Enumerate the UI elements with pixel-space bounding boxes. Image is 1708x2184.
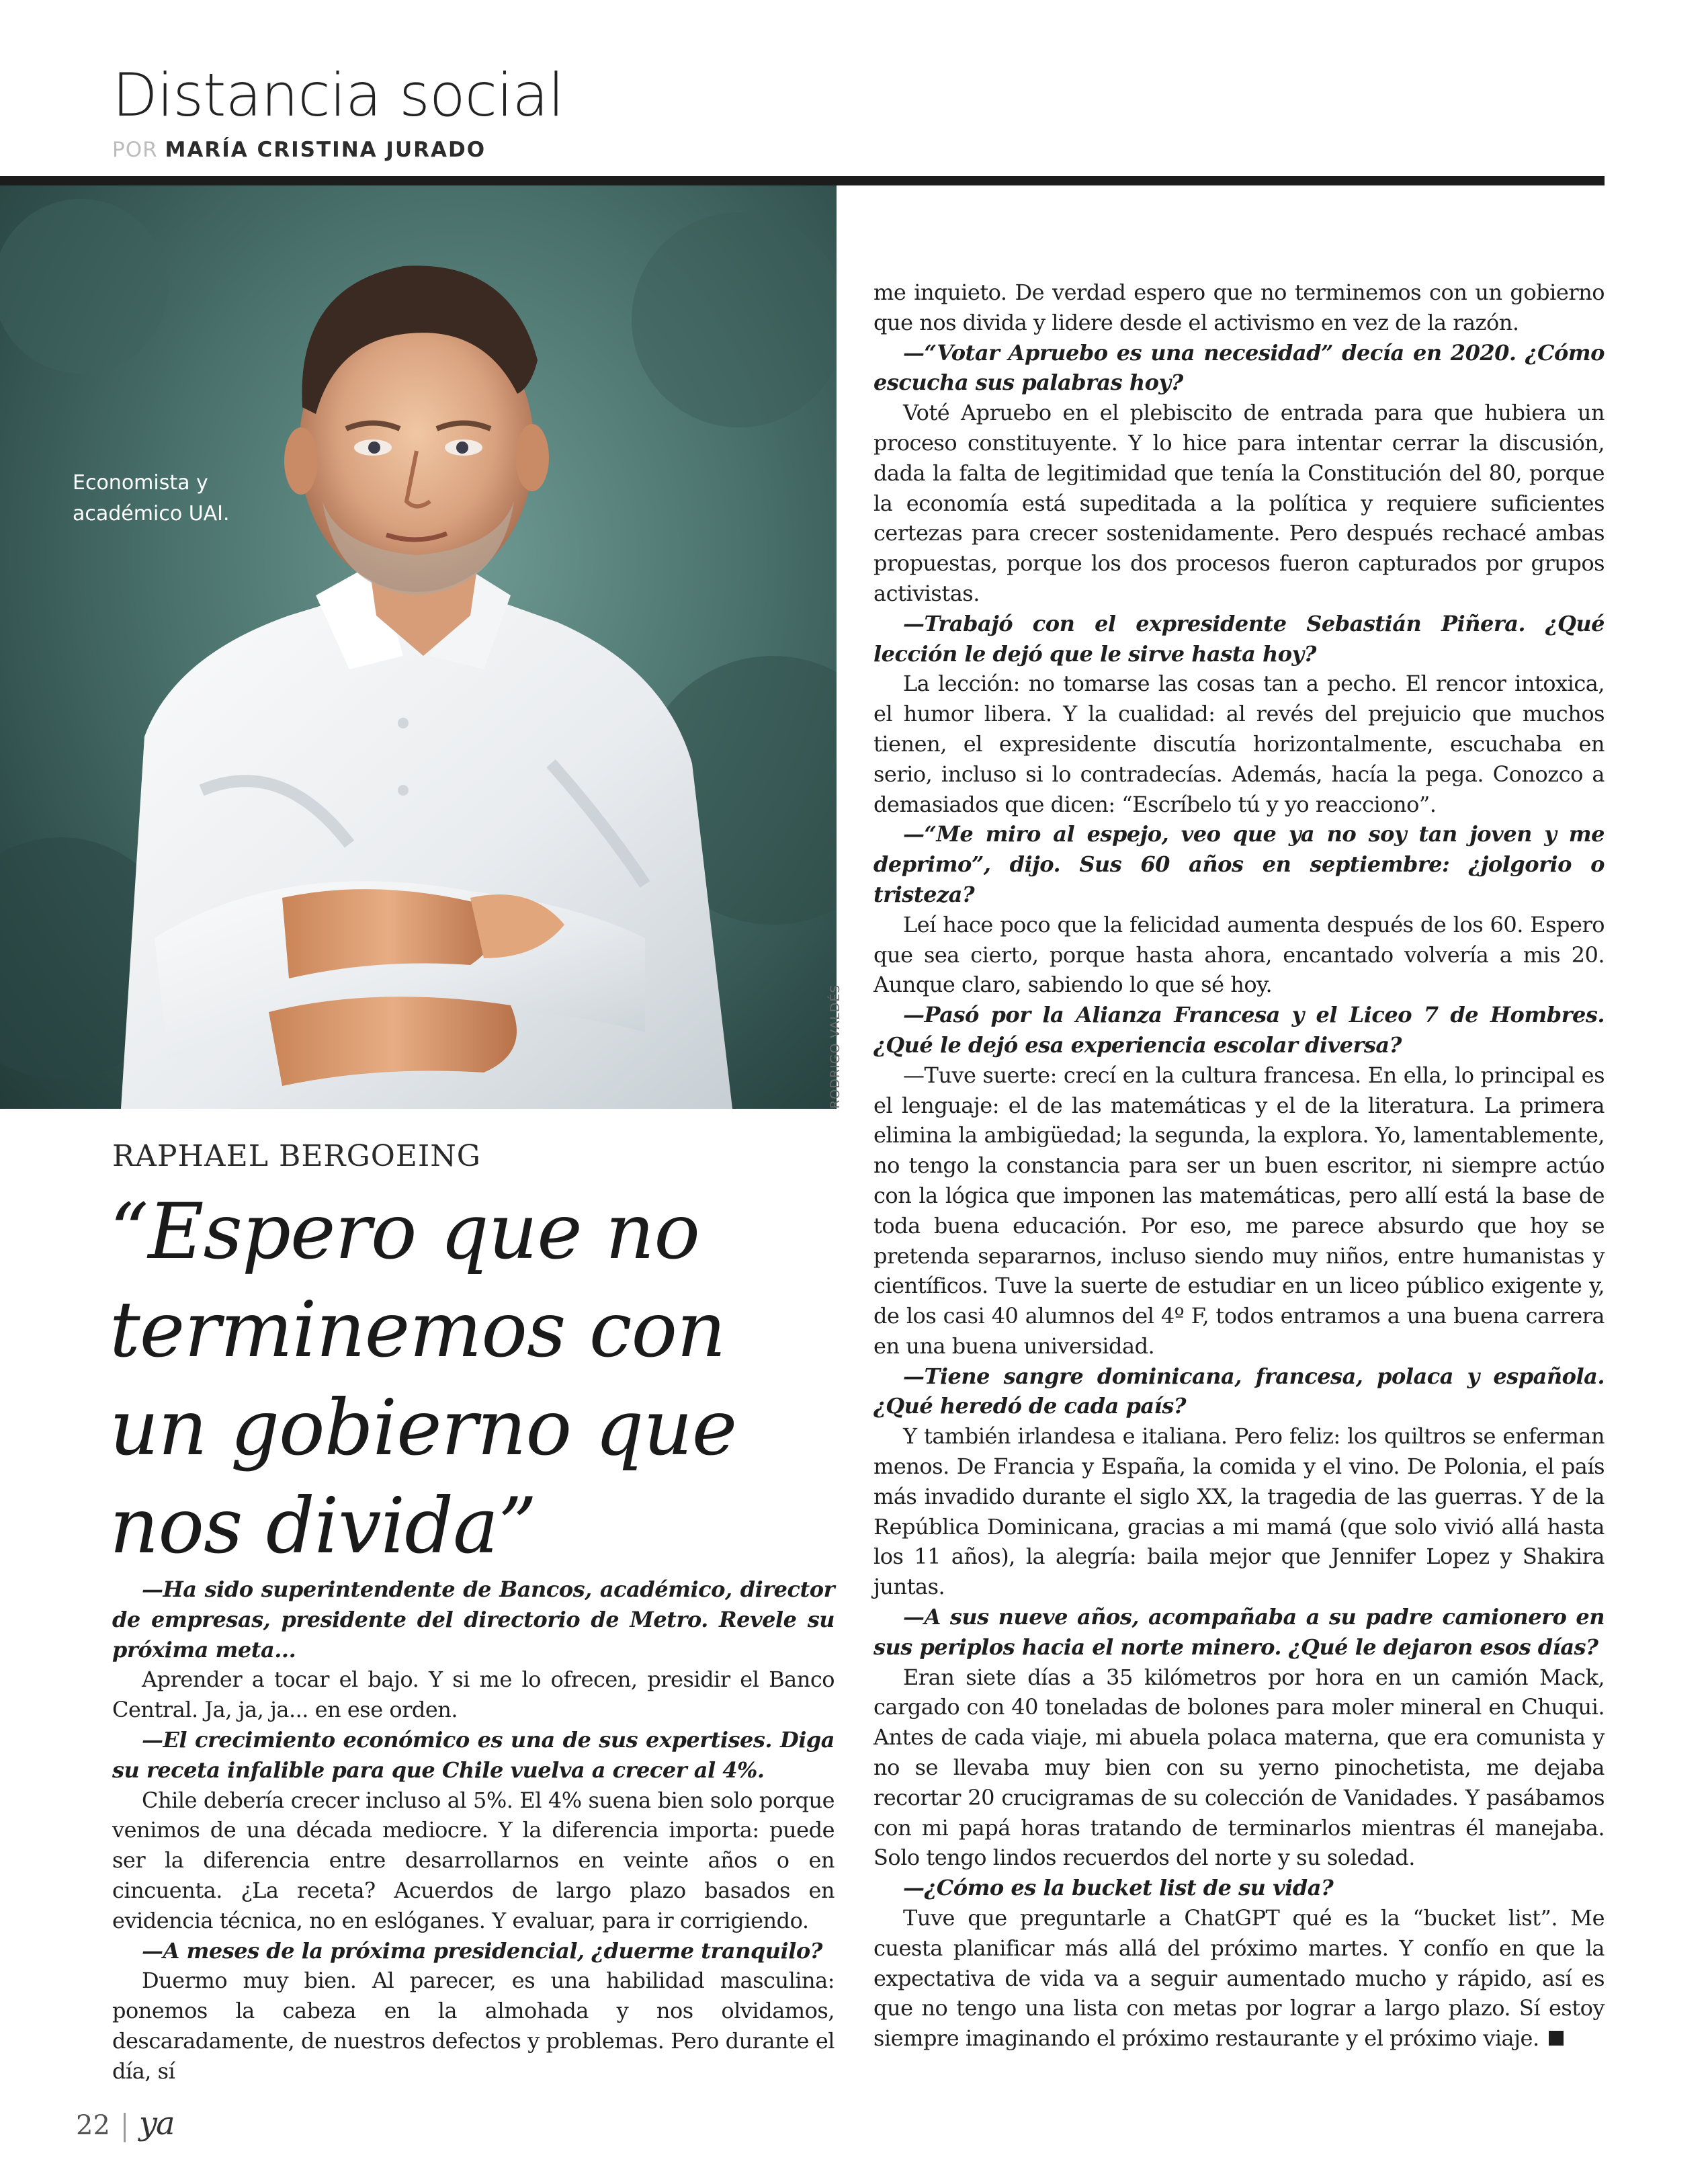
- answer: Leí hace poco que la felicidad aumenta después de los 60. Espero que sea cierto, porque hasta ahora, encantado volvería a mis 20. Aunque claro, sabiendo lo que sé hoy.: [873, 911, 1605, 998]
- answer: Eran siete días a 35 kilómetros por hora en un camión Mack, cargado con 40 toneladas de bolones para moler mineral en Chuqui. Antes de cada viaje, mi abuela polaca materna, que era comunista y no se llevaba muy bien con su yerno pinochetista, me dejaba recortar 20 crucigramas de su colección de Vanidades. Y pasábamos con mi papá horas tratando de terminarlos mientras él manejaba. Solo tengo lindos recuerdos del norte y su soledad.: [873, 1664, 1605, 1871]
- answer: Duermo muy bien. Al parecer, es una habilidad masculina: ponemos la cabeza en la almohada y nos olvidamos, descaradamente, de nuestros defectos y problemas. Pero durante el día, sí: [112, 1968, 835, 2084]
- answer: La lección: no tomarse las cosas tan a pecho. El rencor intoxica, el humor libera. Y la cualidad: al revés del prejuicio que muchos tienen, el expresidente discutía horizontalmente, escuchaba en serio, incluso si lo contradecías. Además, hacía la pega. Conozco a demasiados que dicen: “Escríbelo tú y yo reacciono”.: [873, 671, 1605, 817]
- question: —¿Cómo es la bucket list de su vida?: [903, 1875, 1334, 1901]
- question: —“Me miro al espejo, veo que ya no soy tan joven y me deprimo”, dijo. Sus 60 años en septiembre: ¿jolgorio o tristeza?: [873, 821, 1605, 907]
- interviewee-name: RAPHAEL BERGOEING: [112, 1139, 481, 1173]
- question: —Tiene sangre dominicana, francesa, polaca y española. ¿Qué heredó de cada país?: [873, 1363, 1605, 1419]
- magazine-logo: ya: [138, 2105, 174, 2142]
- end-mark-icon: [1549, 2031, 1564, 2046]
- headline-line: un gobierno que: [110, 1383, 737, 1472]
- caption-line-2: académico UAI.: [73, 502, 230, 526]
- byline-prefix: POR: [112, 138, 158, 162]
- header-rule: [0, 176, 1605, 185]
- page-number: 22: [76, 2110, 110, 2141]
- page-footer: [76, 2105, 174, 2142]
- answer: Y también irlandesa e italiana. Pero feliz: los quiltros se enferman menos. De Francia y España, la comida y el vino. De Polonia, el país más invadido durante el siglo XX, la tragedia de las guerras. Y de la República Dominicana, gracias a mi mamá (que solo vivió allá hasta los 11 años), la alegría: baila mejor que Jennifer Lopez y Shakira juntas.: [873, 1423, 1605, 1600]
- section-title: Distancia social: [112, 60, 564, 130]
- footer-separator: [124, 2113, 126, 2142]
- question: —“Votar Apruebo es una necesidad” decía en 2020. ¿Cómo escucha sus palabras hoy?: [873, 339, 1605, 396]
- answer: Aprender a tocar el bajo. Y si me lo ofrecen, presidir el Banco Central. Ja, ja, ja... en ese orden.: [112, 1667, 835, 1723]
- question: —El crecimiento económico es una de sus expertises. Diga su receta infalible para que Chile vuelva a crecer al 4%.: [112, 1726, 835, 1783]
- question: —Trabajó con el expresidente Sebastián Piñera. ¿Qué lección le dejó que le sirve hasta hoy?: [873, 610, 1605, 667]
- answer: —Tuve suerte: crecí en la cultura francesa. En ella, lo principal es el lenguaje: el de las matemáticas y el de la literatura. La primera elimina la ambigüedad; la segunda, la explora. Yo, lamentablemente, no tengo la constancia para ser un buen escritor, ni siempre actúo con la lógica que imponen las matemáticas, pero allí está la base de toda buena educación. Por eso, me parece absurdo que hoy se pretenda separarnos, incluso siendo muy niños, entre humanistas y científicos. Tuve la suerte de estudiar en un liceo público exigente y, de los casi 40 alumnos del 4º F, todos entramos a una buena carrera en una buena universidad.: [873, 1062, 1605, 1359]
- article-column-right: [873, 278, 1605, 2054]
- answer-final-text: Tuve que preguntarle a ChatGPT qué es la “bucket list”. Me cuesta planificar más allá del próximo martes. Y confío en que la expectativa de vida va a seguir aumentado mucho y rápido, así es que no tengo una lista con metas por lograr a largo plazo. Sí estoy siempre imaginando el próximo restaurante y el próximo viaje.: [873, 1905, 1605, 2052]
- headline-line: “Espero que no: [110, 1187, 699, 1276]
- headline: [110, 1183, 835, 1575]
- portrait-illustration: [0, 185, 837, 1109]
- photo-caption: [73, 468, 314, 530]
- author-name: MARÍA CRISTINA JURADO: [165, 138, 486, 162]
- article-column-left: [112, 1574, 835, 2087]
- question: —Ha sido superintendente de Bancos, académico, director de empresas, presidente del directorio de Metro. Revele su próxima meta...: [112, 1577, 835, 1663]
- answer: Chile debería crecer incluso al 5%. El 4% suena bien solo porque venimos de una década mediocre. Y la diferencia importa: puede ser la diferencia entre desarrollarnos en veinte años o en cincuenta. ¿La receta? Acuerdos de largo plazo basados en evidencia técnica, no en eslóganes. Y evaluar, para ir corrigiendo.: [112, 1787, 835, 1933]
- headline-line: terminemos con: [110, 1285, 726, 1374]
- headline-line: nos divida”: [110, 1481, 537, 1570]
- answer-final: [873, 1903, 1605, 2054]
- portrait-drawing: [0, 185, 837, 1109]
- question: —A meses de la próxima presidencial, ¿duerme tranquilo?: [142, 1937, 822, 1964]
- question: —A sus nueve años, acompañaba a su padre camionero en sus periplos hacia el norte minero. ¿Qué le dejaron esos días?: [873, 1604, 1605, 1660]
- answer-continued: me inquieto. De verdad espero que no terminemos con un gobierno que nos divida y lidere desde el activismo en vez de la razón.: [873, 280, 1605, 335]
- caption-line-1: Economista y: [73, 471, 208, 495]
- byline: [112, 138, 486, 162]
- photo-credit: RODRIGO VALDÉS: [828, 984, 843, 1109]
- question: —Pasó por la Alianza Francesa y el Liceo 7 de Hombres. ¿Qué le dejó esa experiencia escolar diversa?: [873, 1002, 1605, 1058]
- answer: Voté Apruebo en el plebiscito de entrada para que hubiera un proceso constituyente. Y lo hice para intentar cerrar la discusión, dada la falta de legitimidad que tenía la Constitución del 80, porque la economía está supeditada a la política y requiere suficientes certezas para crecer sostenidamente. Pero después rechacé ambas propuestas, porque los dos procesos fueron capturados por grupos activistas.: [873, 400, 1605, 606]
